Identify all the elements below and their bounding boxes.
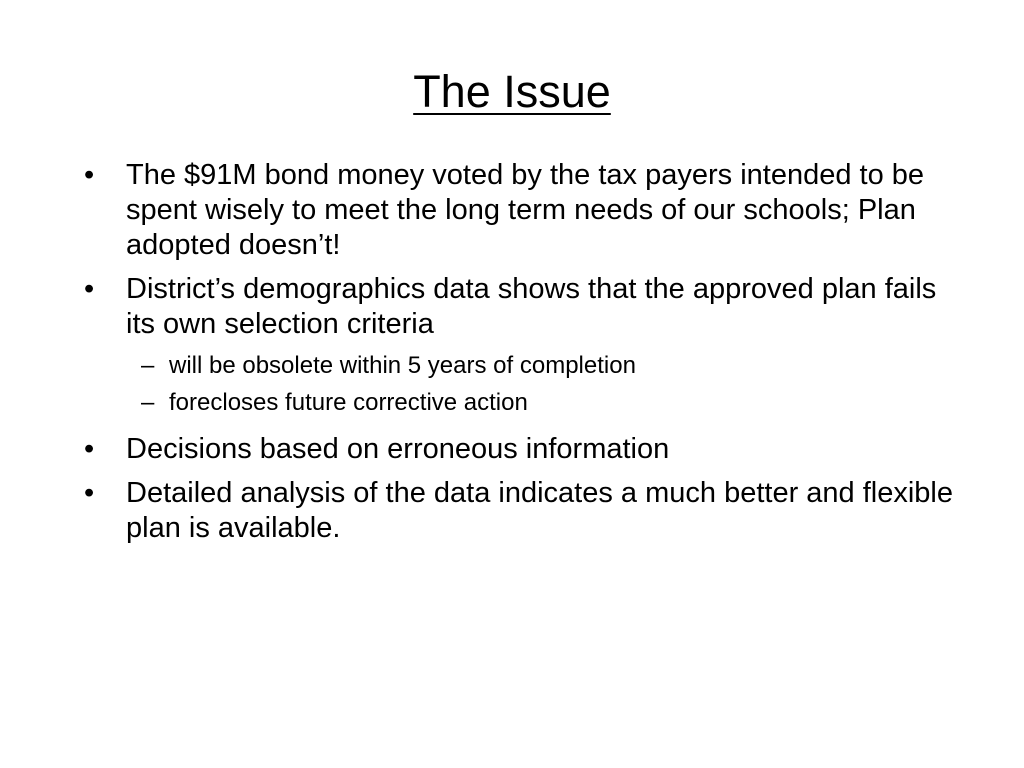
bullet-item [84,272,964,342]
bullet-text: Detailed analysis of the data indicates a much better and flexible plan is available. [126,477,953,544]
sub-bullet-text: forecloses future corrective action [169,389,528,416]
sub-bullet-list [84,351,964,418]
dash-marker: – [141,389,155,416]
slide-body [84,158,964,555]
sub-bullet-item [84,388,964,418]
bullet-marker: • [84,477,95,509]
slide-title-text: The Issue [413,66,611,117]
dash-marker: – [141,352,155,379]
bullet-text: The $91M bond money voted by the tax payers intended to be spent wisely to meet the long term needs of our schools; Plan adopted doesn’t! [126,159,925,261]
bullet-marker: • [84,273,95,305]
bullet-item [84,476,964,546]
bullet-text: Decisions based on erroneous information [126,433,670,465]
bullet-text: District’s demographics data shows that the approved plan fails its own selection criteria [126,273,937,340]
sub-bullet-item [84,351,964,381]
slide-title [0,62,1024,122]
bullet-item [84,432,964,467]
bullet-item [84,158,964,263]
bullet-marker: • [84,433,95,465]
sub-bullet-text: will be obsolete within 5 years of completion [169,352,636,379]
bullet-marker: • [84,159,95,191]
